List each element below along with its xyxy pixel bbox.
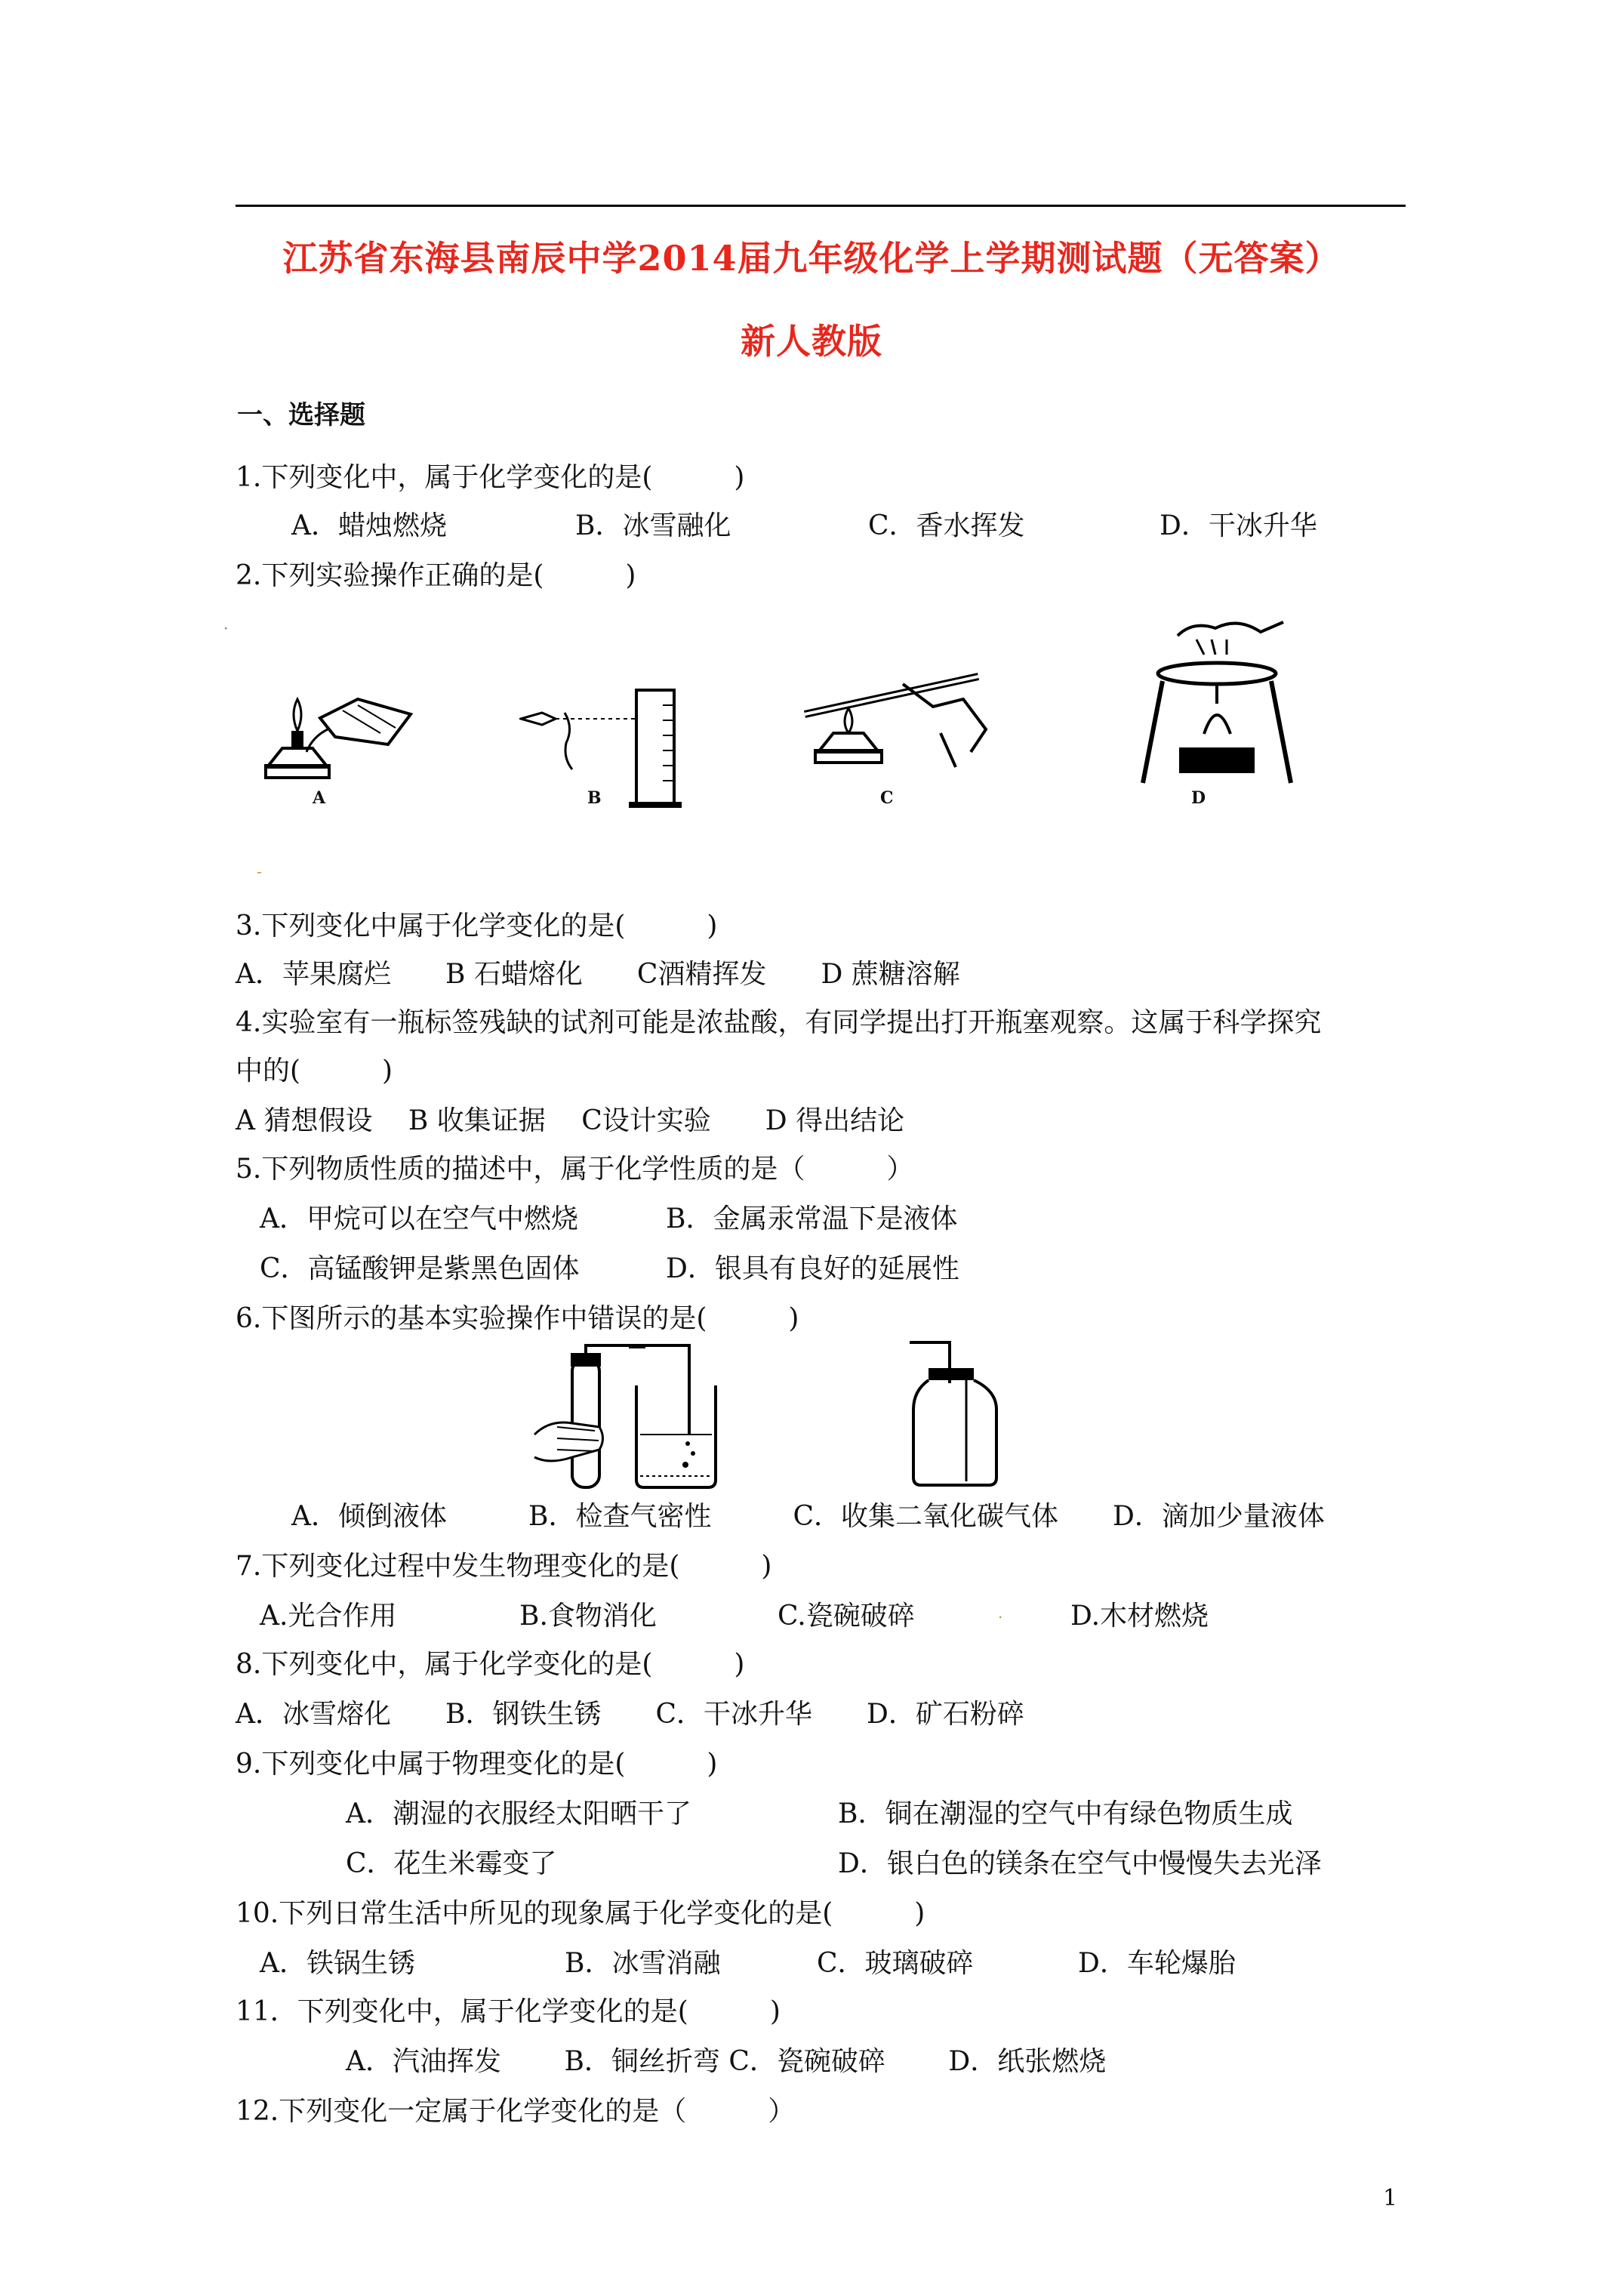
question-4-options: A 猜想假设 B 收集证据 C设计实验 D 得出结论 — [236, 1105, 905, 1136]
question-10-option-c: C．玻璃破碎 — [817, 1948, 974, 1979]
document-title: 江苏省东海县南辰中学2014届九年级化学上学期测试题（无答案） — [282, 238, 1341, 279]
question-9-option-d: D．银白色的镁条在空气中慢慢失去光泽 — [838, 1848, 1322, 1879]
figure-6-gas-bottle — [906, 1338, 1004, 1489]
question-1-option-d: D．干冰升华 — [1160, 510, 1317, 541]
question-4-stem-line1: 4.实验室有一瓶标签残缺的试剂可能是浓盐酸，有同学提出打开瓶塞观察。这属于科学探究 — [236, 1007, 1322, 1038]
question-5-stem: 5.下列物质性质的描述中，属于化学性质的是（ ） — [236, 1154, 914, 1185]
question-10-option-d: D．车轮爆胎 — [1078, 1948, 1236, 1979]
stray-dot: · — [223, 619, 229, 637]
figure-2d-label: D — [1191, 788, 1206, 808]
question-5-option-a: A．甲烷可以在空气中燃烧 — [260, 1203, 578, 1234]
figure-2b-label: B — [587, 788, 602, 808]
figure-2c-label: C — [880, 788, 894, 808]
question-1-stem: 1.下列变化中，属于化学变化的是( ) — [236, 462, 745, 493]
figure-2c-tube-heating — [790, 661, 1001, 797]
figure-2b-cylinder-reading — [519, 683, 693, 811]
question-7-option-c: C.瓷碗破碎 — [778, 1601, 915, 1632]
question-11-stem: 11．下列变化中，属于化学变化的是( ) — [236, 1996, 781, 2027]
question-7-option-d: D.木材燃烧 — [1070, 1601, 1209, 1632]
question-1-option-c: C．香水挥发 — [868, 510, 1025, 541]
question-2-stem: 2.下列实验操作正确的是( ) — [236, 560, 636, 591]
header-rule — [236, 205, 1406, 207]
figure-2a-label: A — [313, 788, 326, 808]
question-3-stem: 3.下列变化中属于化学变化的是( ) — [236, 911, 718, 942]
question-1-option-b: B．冰雪融化 — [575, 510, 731, 541]
question-10-stem: 10.下列日常生活中所见的现象属于化学变化的是( ) — [236, 1898, 925, 1929]
question-8-stem: 8.下列变化中，属于化学变化的是( ) — [236, 1649, 745, 1680]
document-subtitle: 新人教版 — [741, 321, 882, 362]
question-7-option-a: A.光合作用 — [260, 1601, 397, 1632]
figure-2d-tripod-heating — [1132, 613, 1306, 794]
question-6-options: A．倾倒液体 B．检查气密性 C．收集二氧化碳气体 D．滴加少量液体 — [291, 1501, 1325, 1532]
question-6-stem: 6.下图所示的基本实验操作中错误的是( ) — [236, 1303, 799, 1334]
question-5-option-c: C．高锰酸钾是紫黑色固体 — [260, 1253, 580, 1284]
question-8-options: A．冰雪熔化 B．钢铁生锈 C．干冰升华 D．矿石粉碎 — [236, 1699, 1024, 1730]
question-9-option-c: C．花生米霉变了 — [346, 1848, 557, 1879]
question-7-stem: 7.下列变化过程中发生物理变化的是( ) — [236, 1551, 772, 1582]
question-1-option-a: A．蜡烛燃烧 — [291, 510, 447, 541]
stray-mark: - — [257, 862, 262, 880]
question-9-stem: 9.下列变化中属于物理变化的是( ) — [236, 1749, 718, 1780]
question-9-option-b: B．铜在潮湿的空气中有绿色物质生成 — [838, 1798, 1293, 1829]
question-4-stem-line2: 中的( ) — [236, 1056, 393, 1086]
question-7-option-b: B.食物消化 — [519, 1601, 657, 1632]
section-heading: 一、选择题 — [237, 400, 365, 430]
figure-6-airtightness-check — [527, 1344, 723, 1495]
question-9-option-a: A．潮湿的衣服经太阳晒干了 — [346, 1798, 691, 1829]
stray-dot: . — [998, 1604, 1003, 1622]
figure-2a-lamp-lighting — [260, 684, 418, 812]
question-12-stem: 12.下列变化一定属于化学变化的是（ ） — [236, 2096, 796, 2127]
question-5-option-b: B．金属汞常温下是液体 — [666, 1203, 958, 1234]
question-5-option-d: D．银具有良好的延展性 — [666, 1253, 959, 1284]
question-3-options: A．苹果腐烂 B 石蜡熔化 C酒精挥发 D 蔗糖溶解 — [236, 959, 960, 990]
page-number: 1 — [1383, 2185, 1398, 2211]
question-10-option-b: B．冰雪消融 — [565, 1948, 721, 1979]
question-10-option-a: A．铁锅生锈 — [260, 1948, 415, 1979]
question-11-options: A．汽油挥发 B．铜丝折弯 C．瓷碗破碎 D．纸张燃烧 — [346, 2046, 1107, 2077]
